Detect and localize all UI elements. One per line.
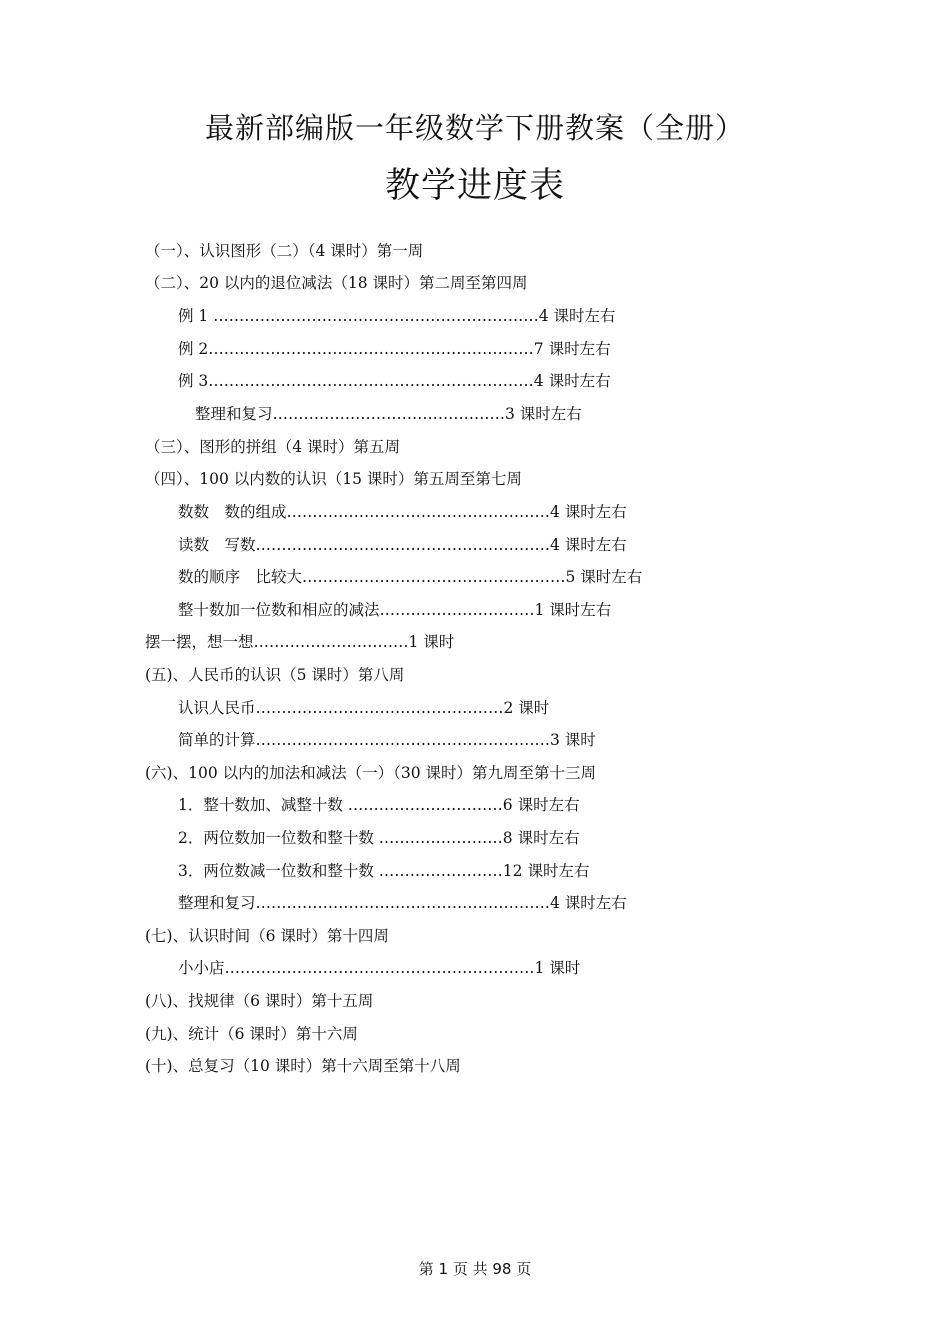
schedule-item: 例 2………………………………………………………7 课时左右 <box>178 340 611 358</box>
section-3: （三）、图形的拼组（4 课时）第五周 <box>145 438 401 456</box>
schedule-item: 数数 数的组成……………………………………………4 课时左右 <box>178 503 627 521</box>
schedule-item: 小小店……………………………………………………1 课时 <box>178 959 581 977</box>
section-6: (六)、100 以内的加法和减法（一）（30 课时）第九周至第十三周 <box>145 764 597 782</box>
schedule-item: 摆一摆，想一想…………………………1 课时 <box>145 633 455 651</box>
schedule-item: 读数 写数…………………………………………………4 课时左右 <box>178 536 627 554</box>
document-subtitle: 教学进度表 <box>384 166 565 206</box>
schedule-item: 3．两位数减一位数和整十数 ……………………12 课时左右 <box>178 862 590 880</box>
schedule-item: 例 3………………………………………………………4 课时左右 <box>178 372 611 390</box>
schedule-item: 整理和复习…………………………………………………4 课时左右 <box>178 894 627 912</box>
schedule-item: 整理和复习………………………………………3 课时左右 <box>195 405 582 423</box>
section-4: （四）、100 以内数的认识（15 课时）第五周至第七周 <box>145 470 522 488</box>
section-5: (五)、人民币的认识（5 课时）第八周 <box>145 666 405 684</box>
section-9: (九)、统计（6 课时）第十六周 <box>145 1025 358 1043</box>
section-2: （二）、20 以内的退位减法（18 课时）第二周至第四周 <box>145 274 528 292</box>
schedule-item: 2．两位数加一位数和整十数 ……………………8 课时左右 <box>178 829 580 847</box>
schedule-item: 例 1 ………………………………………………………4 课时左右 <box>178 307 616 325</box>
page-footer: 第 1 页 共 98 页 <box>418 1260 532 1278</box>
schedule-item: 整十数加一位数和相应的减法…………………………1 课时左右 <box>178 601 612 619</box>
schedule-item: 1．整十数加、减整十数 …………………………6 课时左右 <box>178 796 580 814</box>
section-7: (七)、认识时间（6 课时）第十四周 <box>145 927 389 945</box>
schedule-item: 数的顺序 比较大……………………………………………5 课时左右 <box>178 568 643 586</box>
document-title: 最新部编版一年级数学下册教案（全册） <box>204 111 745 145</box>
schedule-item: 简单的计算…………………………………………………3 课时 <box>178 731 596 749</box>
section-8: (八)、找规律（6 课时）第十五周 <box>145 992 374 1010</box>
schedule-item: 认识人民币…………………………………………2 课时 <box>178 699 550 717</box>
section-10: (十)、总复习（10 课时）第十六周至第十八周 <box>145 1057 461 1075</box>
section-1: （一）、认识图形（二）（4 课时）第一周 <box>145 242 424 260</box>
